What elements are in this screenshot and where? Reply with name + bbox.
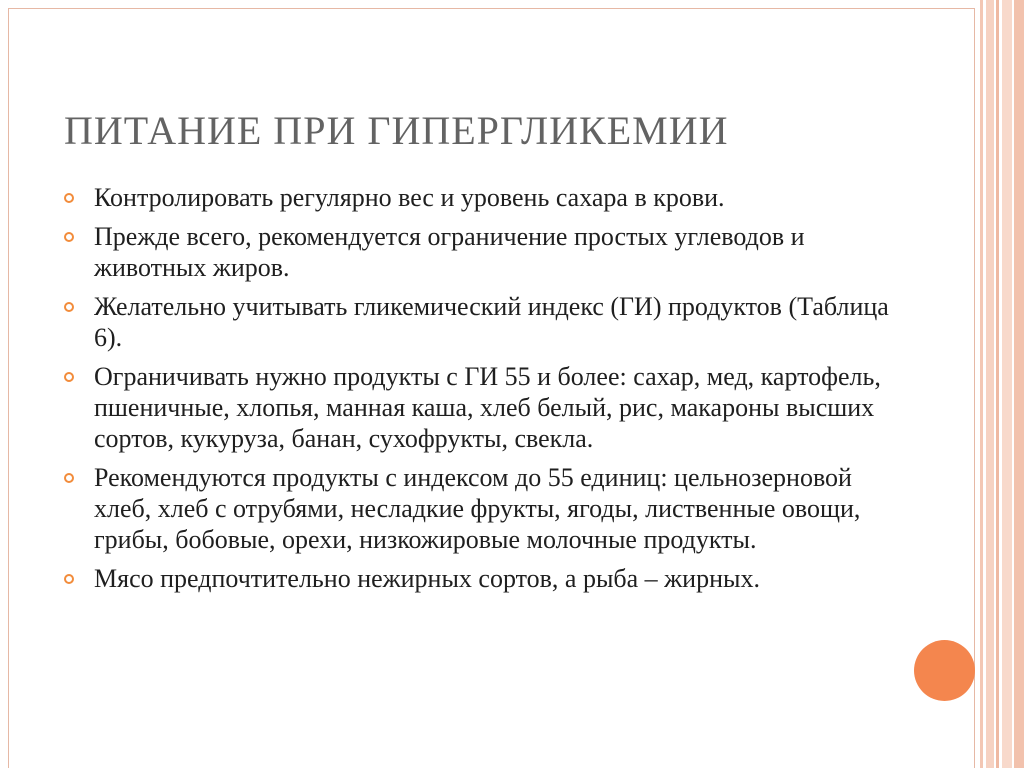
slide-title: ПИТАНИЕ ПРИ ГИПЕРГЛИКЕМИИ bbox=[64, 108, 729, 153]
decorative-stripe bbox=[980, 0, 983, 768]
bullet-text: Мясо предпочтительно нежирных сортов, а рыба – жирных. bbox=[94, 564, 760, 593]
bullet-item bbox=[62, 182, 892, 213]
bullet-item bbox=[62, 361, 892, 454]
bullet-text: Прежде всего, рекомендуется ограничение простых углеводов и животных жиров. bbox=[94, 222, 805, 282]
bullet-icon bbox=[64, 574, 74, 584]
bullet-text: Контролировать регулярно вес и уровень сахара в крови. bbox=[94, 183, 725, 212]
bullet-item bbox=[62, 563, 892, 594]
bullet-text: Ограничивать нужно продукты с ГИ 55 и более: сахар, мед, картофель, пшеничные, хлопья, манная каша, хлеб белый, рис, макароны высших сортов, кукуруза, банан, сухофрукты, свекла. bbox=[94, 362, 881, 453]
bullet-item bbox=[62, 462, 892, 555]
bullet-icon bbox=[64, 193, 74, 203]
bullet-text: Желательно учитывать гликемический индекс (ГИ) продуктов (Таблица 6). bbox=[94, 292, 889, 352]
orange-circle-decoration bbox=[914, 640, 975, 701]
decorative-stripe bbox=[996, 0, 999, 768]
bullet-list bbox=[62, 182, 892, 602]
decorative-stripe bbox=[986, 0, 994, 768]
decorative-stripe bbox=[1014, 0, 1024, 768]
bullet-icon bbox=[64, 372, 74, 382]
bullet-item bbox=[62, 291, 892, 353]
bullet-item bbox=[62, 221, 892, 283]
decorative-stripe bbox=[1002, 0, 1012, 768]
bullet-icon bbox=[64, 232, 74, 242]
bullet-text: Рекомендуются продукты с индексом до 55 единиц: цельнозерновой хлеб, хлеб с отрубями, несладкие фрукты, ягоды, лиственные овощи, грибы, бобовые, орехи, низкожировые молочные продукты. bbox=[94, 463, 861, 554]
bullet-icon bbox=[64, 302, 74, 312]
bullet-icon bbox=[64, 473, 74, 483]
